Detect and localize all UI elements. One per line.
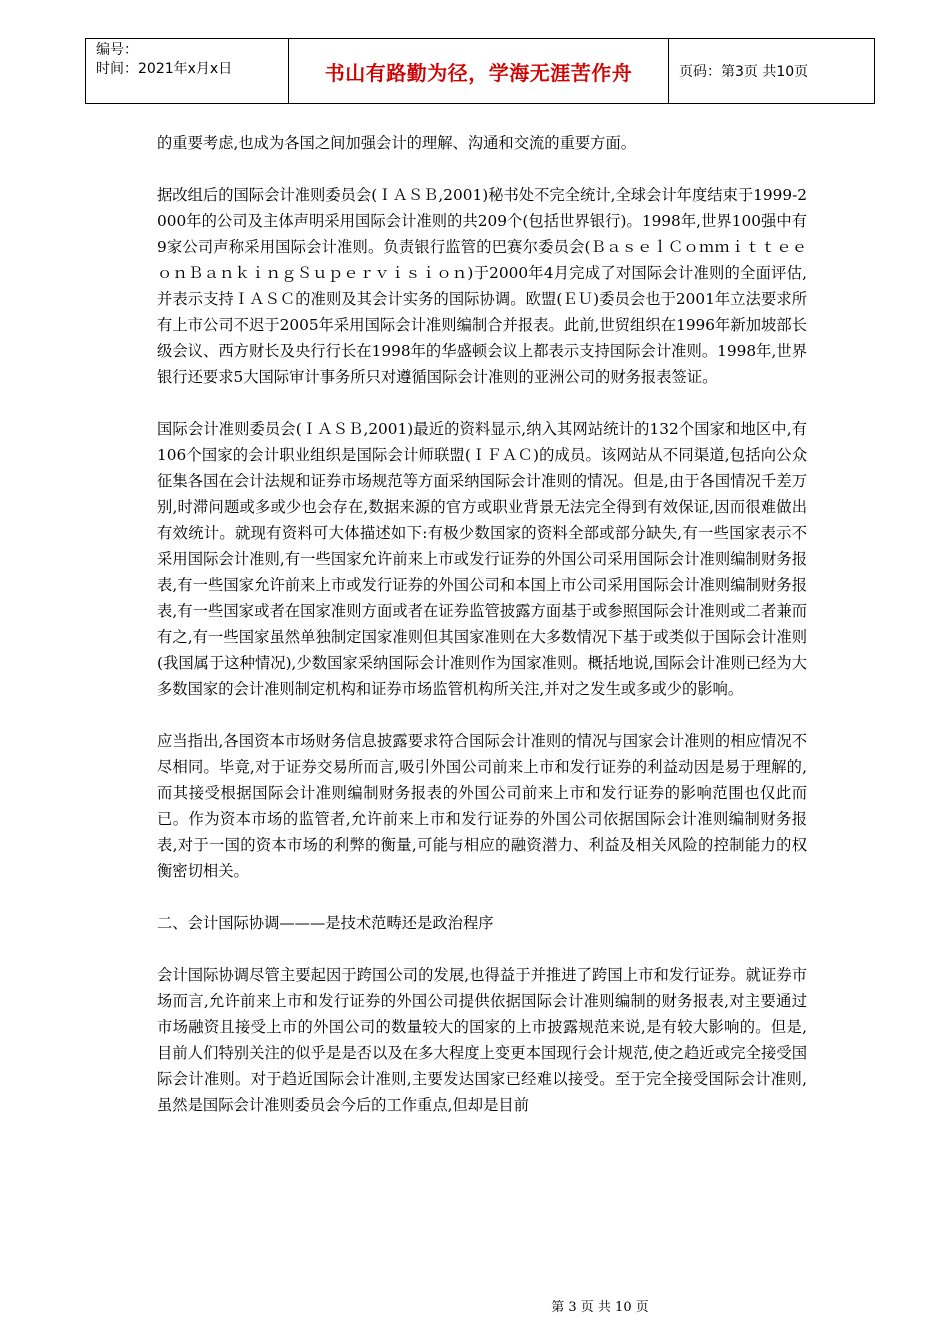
section-heading: 二、会计国际协调———是技术范畴还是政治程序 <box>157 914 494 932</box>
document-body <box>157 126 807 1144</box>
page-header <box>85 38 875 104</box>
page-footer: 第 3 页 共 10 页 <box>551 1300 649 1315</box>
paragraph: 的重要考虑,也成为各国之间加强会计的理解、沟通和交流的重要方面。 <box>157 134 637 152</box>
paragraph: 会计国际协调尽管主要起因于跨国公司的发展,也得益于并推进了跨国上市和发行证券。就证券市场而言,允许前来上市和发行证券的外国公司提供依据国际会计准则编制的财务报表,对主要通过市场融资且接受上市的外国公司的数量较大的国家的上市披露规范来说,是有较大影响的。但是,目前人们特别关注的似乎是是否以及在多大程度上变更本国现行会计规范,使之趋近或完全接受国际会计准则。对于趋近国际会计准则,主要发达国家已经难以接受。至于完全接受国际会计准则,虽然是国际会计准则委员会今后的工作重点,但却是目前 <box>157 966 807 1114</box>
document-number-label: 编号： <box>96 42 138 58</box>
header-motto: 书山有路勤为径，学海无涯苦作舟 <box>289 39 669 103</box>
paragraph: 据改组后的国际会计准则委员会(ＩＡＳＢ,2001)秘书处不完全统计,全球会计年度结束于1999-2000年的公司及主体声明采用国际会计准则的共209个(包括世界银行)。1998年,世界100强中有9家公司声称采用国际会计准则。负责银行监管的巴赛尔委员会(ＢａｓｅｌＣｏｍｍｉｔｔｅｅｏｎＢａｎｋｉｎｇＳｕｐｅｒｖｉｓｉｏｎ)于2000年4月完成了对国际会计准则的全面评估,并表示支持ＩＡＳＣ的准则及其会计实务的国际协调。欧盟(ＥＵ)委员会也于2001年立法要求所有上市公司不迟于2005年采用国际会计准则编制合并报表。此前,世贸组织在1996年新加坡部长级会议、西方财长及央行行长在1998年的华盛顿会议上都表示支持国际会计准则。1998年,世界银行还要求5大国际审计事务所只对遵循国际会计准则的亚洲公司的财务报表签证。 <box>157 186 807 386</box>
header-meta <box>86 39 289 103</box>
header-page-info: 页码：第3页 共10页 <box>679 64 809 80</box>
paragraph: 应当指出,各国资本市场财务信息披露要求符合国际会计准则的情况与国家会计准则的相应情况不尽相同。毕竟,对于证券交易所而言,吸引外国公司前来上市和发行证券的利益动因是易于理解的,而其接受根据国际会计准则编制财务报表的外国公司前来上市和发行证券的影响范围也仅此而已。作为资本市场的监管者,允许前来上市和发行证券的外国公司依据国际会计准则编制财务报表,对于一国的资本市场的利弊的衡量,可能与相应的融资潜力、利益及相关风险的控制能力的权衡密切相关。 <box>157 732 807 880</box>
document-time-label: 时间：2021年x月x日 <box>96 61 233 77</box>
paragraph: 国际会计准则委员会(ＩＡＳＢ,2001)最近的资料显示,纳入其网站统计的132个国家和地区中,有106个国家的会计职业组织是国际会计师联盟(ＩＦＡＣ)的成员。该网站从不同渠道,包括向公众征集各国在会计法规和证券市场规范等方面采纳国际会计准则的情况。但是,由于各国情况千差万别,时滞问题或多或少也会存在,数据来源的官方或职业背景无法完全得到有效保证,因而很难做出有效统计。就现有资料可大体描述如下:有极少数国家的资料全部或部分缺失,有一些国家表示不采用国际会计准则,有一些国家允许前来上市或发行证券的外国公司采用国际会计准则编制财务报表,有一些国家允许前来上市或发行证券的外国公司和本国上市公司采用国际会计准则编制财务报表,有一些国家或者在国家准则方面或者在证券监管披露方面基于或参照国际会计准则或二者兼而有之,有一些国家虽然单独制定国家准则但其国家准则在大多数情况下基于或类似于国际会计准则(我国属于这种情况),少数国家采纳国际会计准则作为国家准则。概括地说,国际会计准则已经为大多数国家的会计准则制定机构和证券市场监管机构所关注,并对之发生或多或少的影响。 <box>157 420 807 698</box>
